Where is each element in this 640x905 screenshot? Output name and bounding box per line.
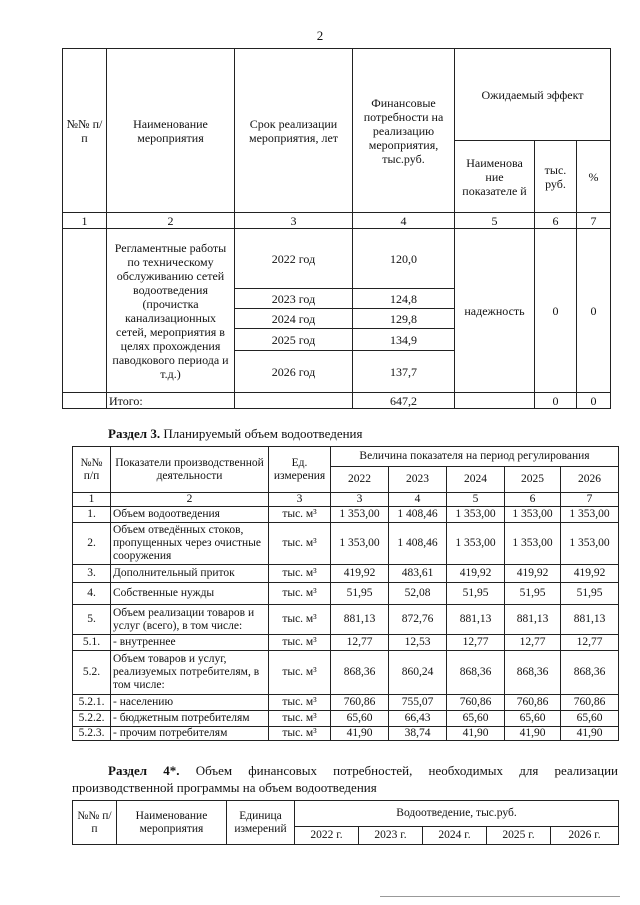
col-number: 1 [63,213,107,229]
row-value: 760,86 [505,695,561,711]
row-name: Объем реализации товаров и услуг (всего), в том числе: [111,605,269,635]
row-value: 872,76 [389,605,447,635]
row-value: 51,95 [561,583,619,605]
row-value: 881,13 [331,605,389,635]
row-unit: тыс. м³ [269,583,331,605]
value-cell: 120,0 [353,229,455,289]
row-num: 5. [73,605,111,635]
table-row [73,695,619,711]
row-name: Дополнительный приток [111,565,269,583]
col-number: 1 [73,493,111,507]
row-value: 868,36 [331,651,389,695]
row-value: 1 353,00 [447,507,505,523]
year-cell: 2023 год [235,289,353,309]
row-value: 860,24 [389,651,447,695]
row-num: 5.2.1. [73,695,111,711]
row-value: 12,77 [447,635,505,651]
col-number: 2 [111,493,269,507]
row-name: - прочим потребителям [111,727,269,741]
row-value: 419,92 [561,565,619,583]
col-header-thous: тыс. руб. [535,141,577,213]
row-name: - внутреннее [111,635,269,651]
total-percent: 0 [577,393,611,409]
effect-indicator: надежность [455,229,535,393]
value-cell: 129,8 [353,309,455,329]
col-header-percent: % [577,141,611,213]
table-row [73,583,619,605]
volume-table [72,446,619,741]
row-name: Объем товаров и услуг, реализуемых потребителям, в том числе: [111,651,269,695]
col-header-unit: Ед. измерения [269,447,331,493]
year-header: 2025 [505,467,561,493]
row-name: Собственные нужды [111,583,269,605]
row-value: 868,36 [561,651,619,695]
row-value: 760,86 [561,695,619,711]
row-value: 51,95 [331,583,389,605]
year-header: 2024 [447,467,505,493]
total-label: Итого: [107,393,235,409]
year-header: 2026 [561,467,619,493]
total-num-empty [63,393,107,409]
row-value: 483,61 [389,565,447,583]
row-value: 1 353,00 [505,523,561,565]
footer-rule [380,896,620,897]
row-name: Объем водоотведения [111,507,269,523]
row-unit: тыс. м³ [269,523,331,565]
row-value: 1 353,00 [561,523,619,565]
col-header-indicator: Показатели производственной деятельности [111,447,269,493]
row-value: 38,74 [389,727,447,741]
row-value: 41,90 [447,727,505,741]
year-header: 2025 г. [487,827,551,845]
page-number: 2 [316,28,324,43]
col-number: 7 [577,213,611,229]
row-unit: тыс. м³ [269,651,331,695]
col-header-effect: Ожидаемый эффект [455,49,611,141]
col-header-finance: Финансовые потребности на реализацию мероприятия, тыс.руб. [353,49,455,213]
row-unit: тыс. м³ [269,635,331,651]
row-num: 3. [73,565,111,583]
table-row [73,635,619,651]
row-value: 52,08 [389,583,447,605]
row-value: 41,90 [331,727,389,741]
row-value: 1 353,00 [447,523,505,565]
row-value: 1 353,00 [331,523,389,565]
row-value: 1 408,46 [389,507,447,523]
row-unit: тыс. м³ [269,605,331,635]
col-header-num: №№ п/п [73,447,111,493]
section3-prefix: Раздел 3. [108,426,161,441]
col-number: 5 [447,493,505,507]
row-value: 65,60 [505,711,561,727]
activity-name: Регламентные работы по техническому обслуживанию сетей водоотведения (прочистка канализационных сетей, мероприятия в целях прохождения паводкового периода и т.д.) [107,229,235,393]
row-value: 1 353,00 [561,507,619,523]
row-num: 5.2. [73,651,111,695]
value-cell: 124,8 [353,289,455,309]
finance-table [72,800,619,845]
row-unit: тыс. м³ [269,507,331,523]
row-value: 419,92 [447,565,505,583]
effect-percent: 0 [577,229,611,393]
col-header-num: №№ п/п [63,49,107,213]
table-row [73,523,619,565]
row-value: 868,36 [447,651,505,695]
col-number: 3 [331,493,389,507]
col-number: 5 [455,213,535,229]
col-header-period: Величина показателя на период регулирования [331,447,619,467]
col-header-name: Наименование мероприятия [107,49,235,213]
row-unit: тыс. м³ [269,711,331,727]
total-thous: 0 [535,393,577,409]
year-header: 2022 г. [295,827,359,845]
value-cell: 137,7 [353,351,455,393]
year-header: 2023 г. [359,827,423,845]
year-cell: 2026 год [235,351,353,393]
row-value: 419,92 [331,565,389,583]
year-header: 2024 г. [423,827,487,845]
row-value: 755,07 [389,695,447,711]
effect-thous: 0 [535,229,577,393]
row-value: 65,60 [331,711,389,727]
row-value: 12,77 [331,635,389,651]
row-value: 51,95 [505,583,561,605]
col-header-num: №№ п/п [73,801,117,845]
section4-heading [72,762,618,796]
col-number: 2 [107,213,235,229]
row-name: Объем отведённых стоков, пропущенных через очистные сооружения [111,523,269,565]
row-unit: тыс. м³ [269,695,331,711]
col-number: 6 [505,493,561,507]
col-number: 6 [535,213,577,229]
table-row [73,651,619,695]
total-term-empty [235,393,353,409]
row-value: 868,36 [505,651,561,695]
year-cell: 2022 год [235,229,353,289]
row-value: 12,77 [505,635,561,651]
col-header-term: Срок реализации мероприятия, лет [235,49,353,213]
section3-title: Планируемый объем водоотведения [163,426,363,441]
row-unit: тыс. м³ [269,727,331,741]
table-row [73,605,619,635]
row-value: 12,77 [561,635,619,651]
year-cell: 2024 год [235,309,353,329]
col-header-name: Наименование мероприятия [117,801,227,845]
measures-table [62,48,611,409]
row-value: 65,60 [561,711,619,727]
row-num: 1. [73,507,111,523]
row-value: 41,90 [561,727,619,741]
total-value: 647,2 [353,393,455,409]
col-number: 3 [269,493,331,507]
col-header-unit: Единица измерений [227,801,295,845]
row-value: 881,13 [447,605,505,635]
year-header: 2022 [331,467,389,493]
row-num: 2. [73,523,111,565]
section4-prefix: Раздел 4*. [108,763,180,778]
section4-title: Объем финансовых потребностей, необходимых для реализации производственной программы на объем водоотведения [72,763,619,795]
total-indicator-empty [455,393,535,409]
row-name: - бюджетным потребителям [111,711,269,727]
row-value: 51,95 [447,583,505,605]
row-value: 66,43 [389,711,447,727]
row-value: 760,86 [447,695,505,711]
row-value: 1 353,00 [505,507,561,523]
row-value: 881,13 [505,605,561,635]
table-row [73,727,619,741]
table-row [73,565,619,583]
row-num: 5.2.3. [73,727,111,741]
row-num: 4. [73,583,111,605]
row-value: 1 353,00 [331,507,389,523]
row-value: 65,60 [447,711,505,727]
year-header: 2023 [389,467,447,493]
row-value: 881,13 [561,605,619,635]
row-value: 1 408,46 [389,523,447,565]
table-row [73,507,619,523]
row-num: 5.1. [73,635,111,651]
section3-heading [108,426,362,442]
year-cell: 2025 год [235,329,353,351]
col-header-group: Водоотведение, тыс.руб. [295,801,619,827]
col-number: 4 [389,493,447,507]
row-value: 12,53 [389,635,447,651]
col-number: 3 [235,213,353,229]
row-value: 760,86 [331,695,389,711]
row-name: - населению [111,695,269,711]
row-num-empty [63,229,107,393]
table-row [73,711,619,727]
col-number: 7 [561,493,619,507]
row-value: 41,90 [505,727,561,741]
row-unit: тыс. м³ [269,565,331,583]
row-value: 419,92 [505,565,561,583]
year-header: 2026 г. [551,827,619,845]
col-number: 4 [353,213,455,229]
value-cell: 134,9 [353,329,455,351]
col-header-indicator: Наименова ние показателе й [455,141,535,213]
row-num: 5.2.2. [73,711,111,727]
